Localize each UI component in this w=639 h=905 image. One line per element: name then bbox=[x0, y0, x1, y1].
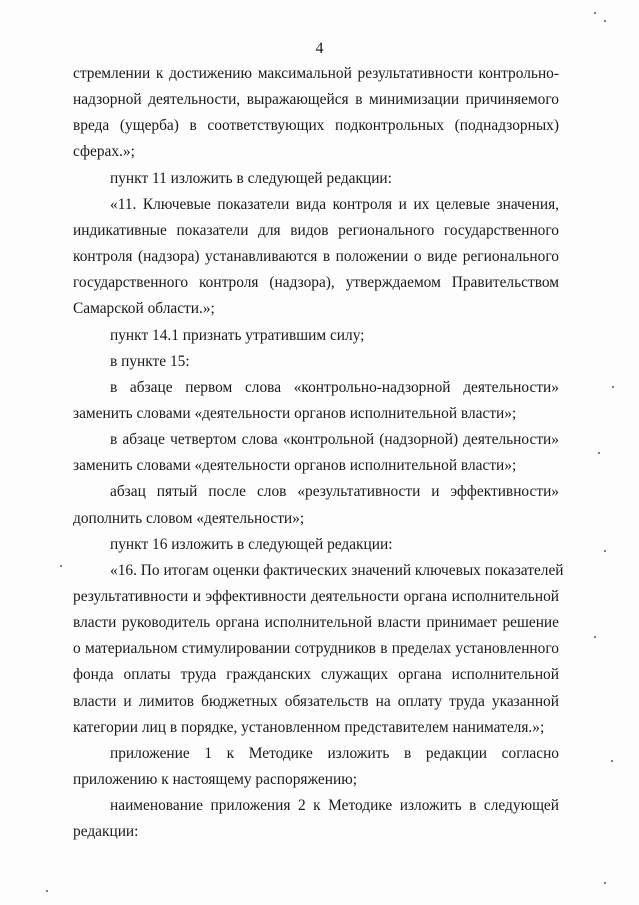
text-line: пункт 11 изложить в следующей редакции: bbox=[110, 170, 392, 187]
scan-speck bbox=[598, 452, 600, 454]
scan-speck bbox=[46, 890, 48, 892]
text-line: пункт 16 изложить в следующей редакции: bbox=[110, 536, 393, 553]
text-line: стремлении к достижению максимальной результативности контрольно- bbox=[73, 65, 559, 82]
text-line: Самарской области.»; bbox=[73, 300, 215, 317]
text-line: о материальном стимулировании сотрудников в пределах установленного bbox=[73, 640, 559, 657]
scan-speck bbox=[612, 386, 614, 388]
text-line: приложение 1 к Методике изложить в редакции согласно bbox=[110, 745, 559, 762]
scan-speck bbox=[604, 550, 606, 552]
text-line: «11. Ключевые показатели вида контроля и их целевые значения, bbox=[110, 196, 559, 213]
text-line: в абзаце четвертом слова «контрольной (надзорной) деятельности» bbox=[110, 431, 559, 448]
text-line: государственного контроля (надзора), утверждаемом Правительством bbox=[73, 274, 559, 291]
scan-speck bbox=[604, 20, 606, 22]
text-line: надзорной деятельности, выражающейся в минимизации причиняемого bbox=[73, 91, 559, 108]
text-line: власти руководитель органа исполнительной власти принимает решение bbox=[73, 614, 559, 631]
text-line: категории лиц в порядке, установленном представителем нанимателя.»; bbox=[73, 719, 545, 736]
scan-speck bbox=[594, 12, 596, 14]
text-line: абзац пятый после слов «результативности и эффективности» bbox=[110, 483, 559, 500]
text-line: власти и лимитов бюджетных обязательств на оплату труда указанной bbox=[73, 693, 559, 710]
text-line: наименование приложения 2 к Методике изложить в следующей bbox=[110, 797, 559, 814]
text-line: в пункте 15: bbox=[110, 353, 190, 370]
text-line: вреда (ущерба) в соответствующих подконтрольных (поднадзорных) bbox=[73, 117, 559, 134]
page-number: 4 bbox=[315, 40, 324, 57]
text-line: редакции: bbox=[73, 823, 139, 840]
text-line: заменить словами «деятельности органов исполнительной власти»; bbox=[73, 457, 517, 474]
text-line: пункт 14.1 признать утратившим силу; bbox=[110, 327, 365, 344]
text-line: «16. По итогам оценки фактических значений ключевых показателей bbox=[110, 562, 564, 579]
scan-speck bbox=[594, 636, 596, 638]
text-line: сферах.»; bbox=[73, 143, 135, 160]
text-line: контроля (надзора) устанавливаются в положении о виде регионального bbox=[73, 248, 559, 265]
scan-speck bbox=[604, 882, 606, 884]
text-line: в абзаце первом слова «контрольно-надзорной деятельности» bbox=[110, 379, 559, 396]
scan-speck bbox=[60, 565, 62, 567]
scan-speck bbox=[611, 760, 613, 762]
text-line: фонда оплаты труда гражданских служащих органа исполнительной bbox=[73, 666, 559, 683]
text-line: результативности и эффективности деятельности органа исполнительной bbox=[73, 588, 559, 605]
text-line: заменить словами «деятельности органов исполнительной власти»; bbox=[73, 405, 517, 422]
text-line: дополнить словом «деятельности»; bbox=[73, 510, 305, 527]
text-line: приложению к настоящему распоряжению; bbox=[73, 771, 358, 788]
text-line: индикативные показатели для видов регионального государственного bbox=[73, 222, 559, 239]
